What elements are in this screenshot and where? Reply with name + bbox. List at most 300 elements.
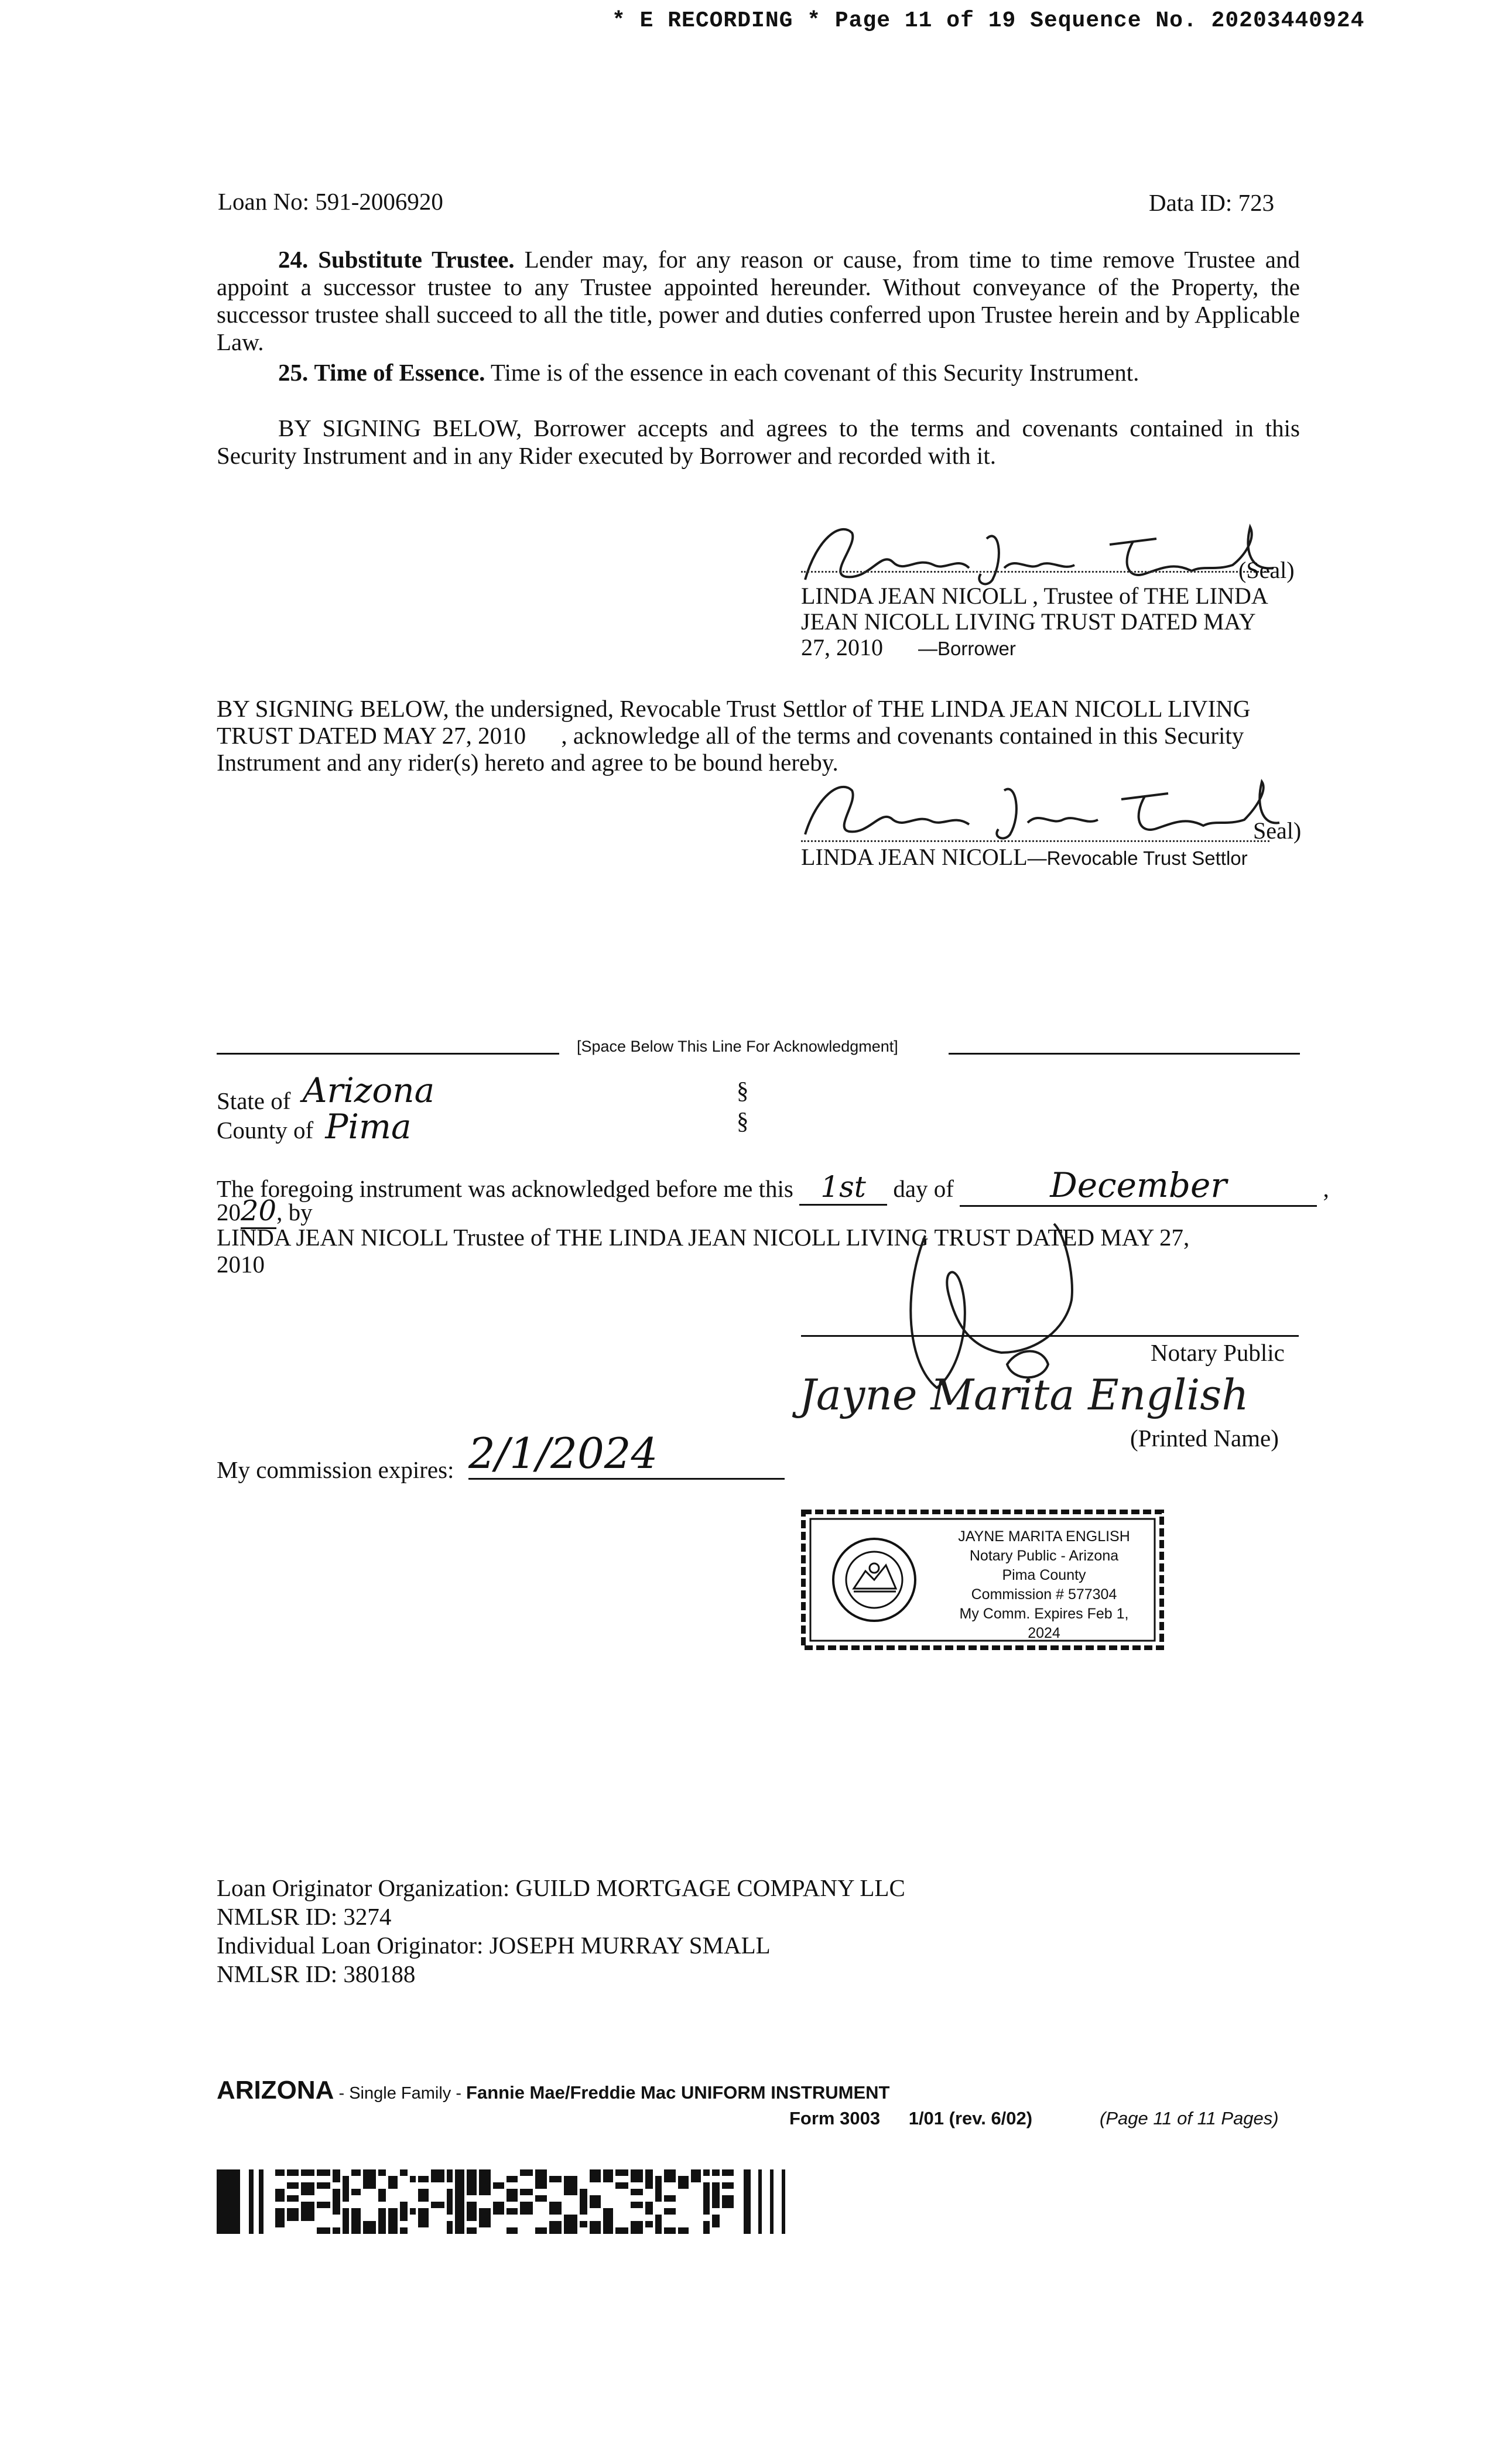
settlor-statement-line1: BY SIGNING BELOW, the undersigned, Revocable Trust Settlor of THE LINDA JEAN NICOLL LIVING xyxy=(217,695,1251,722)
barcode-bar xyxy=(712,2195,720,2202)
barcode-bar xyxy=(645,2182,653,2189)
barcode-bar xyxy=(378,2227,386,2234)
barcode-bar xyxy=(301,2202,314,2208)
barcode-bar xyxy=(388,2182,398,2189)
barcode-bar xyxy=(590,2169,601,2176)
barcode-bar xyxy=(535,2195,547,2202)
commission-label: My commission expires: xyxy=(217,1456,454,1483)
barcode-bar xyxy=(493,2182,504,2189)
barcode-bar xyxy=(770,2169,774,2234)
barcode-bar xyxy=(400,2202,408,2208)
barcode-bar xyxy=(479,2176,491,2182)
barcode-bar xyxy=(301,2208,314,2215)
stamp-title: Notary Public - Arizona xyxy=(969,1548,1119,1564)
barcode-bar xyxy=(603,2221,613,2227)
county-section-mark: § xyxy=(737,1107,749,1134)
barcode-bar xyxy=(631,2202,643,2208)
barcode-bar xyxy=(479,2221,491,2227)
barcode-bar xyxy=(580,2189,587,2195)
barcode-bar xyxy=(343,2176,349,2182)
ack-month-value: December xyxy=(960,1165,1317,1207)
notary-signature-line xyxy=(801,1335,1299,1337)
barcode-bar xyxy=(655,2176,662,2182)
barcode-bar xyxy=(455,2221,464,2227)
footer-form-desc-a: - Single Family - xyxy=(334,2084,467,2103)
borrower-name-line1: LINDA JEAN NICOLL , Trustee of THE LINDA xyxy=(801,583,1268,609)
recording-banner: * E RECORDING * Page 11 of 19 Sequence No. 20203440924 xyxy=(612,8,1365,33)
borrower-signature-line xyxy=(801,571,1269,573)
barcode-bar xyxy=(275,2215,285,2221)
barcode-bar xyxy=(378,2189,386,2195)
notary-stamp xyxy=(801,1510,1164,1650)
borrower-name-line2: JEAN NICOLL LIVING TRUST DATED MAY xyxy=(801,608,1256,635)
data-id-value: 723 xyxy=(1238,189,1275,216)
barcode-bar xyxy=(351,2227,361,2234)
barcode-bar xyxy=(351,2208,361,2215)
barcode-bar xyxy=(678,2176,689,2182)
ack-trustee-line2: 2010 xyxy=(217,1251,265,1278)
barcode-bar xyxy=(343,2208,349,2215)
nmlsr1-row xyxy=(217,1902,905,1931)
barcode-bar xyxy=(317,2169,330,2176)
barcode-bar xyxy=(467,2215,477,2221)
barcode-bar xyxy=(603,2176,613,2182)
settlor-name: LINDA JEAN NICOLL xyxy=(801,844,1028,870)
barcode-bar xyxy=(343,2182,349,2189)
barcode-bar xyxy=(506,2189,518,2195)
ack-divider-left xyxy=(217,1053,559,1055)
barcode-bar xyxy=(363,2176,376,2182)
signing-statement: BY SIGNING BELOW, Borrower accepts and agrees to the terms and covenants contained in this Security Instrument and in any Rider executed by Borrower and recorded with it. xyxy=(217,415,1300,469)
barcode-bar xyxy=(410,2208,416,2215)
barcode-bar xyxy=(580,2195,587,2202)
barcode-bar xyxy=(317,2182,330,2189)
footer-form-desc-b: Fannie Mae/Freddie Mac UNIFORM INSTRUMENT xyxy=(466,2082,890,2103)
barcode-bar xyxy=(343,2189,349,2195)
barcode-bar xyxy=(400,2227,408,2234)
barcode-bar xyxy=(590,2195,601,2202)
ack-text-a: The foregoing instrument was acknowledged before me this xyxy=(217,1175,793,1202)
barcode-bar xyxy=(564,2182,577,2189)
barcode-bar xyxy=(615,2227,628,2234)
barcode-bar xyxy=(580,2202,587,2208)
barcode-bar xyxy=(431,2202,444,2208)
commission-value: 2/1/2024 xyxy=(468,1429,785,1480)
barcode-bar xyxy=(287,2182,299,2189)
barcode-bar xyxy=(287,2195,299,2202)
barcode-bar xyxy=(655,2227,662,2234)
barcode-bar xyxy=(645,2202,653,2208)
barcode-bar xyxy=(664,2227,676,2234)
ack-divider-label: [Space Below This Line For Acknowledgment] xyxy=(577,1038,898,1055)
barcode-bar xyxy=(691,2169,701,2176)
barcode-bar xyxy=(410,2176,416,2182)
barcode-bar xyxy=(549,2202,562,2208)
barcode-bar xyxy=(678,2227,689,2234)
barcode-bar xyxy=(447,2189,453,2195)
barcode-bar xyxy=(535,2227,547,2234)
barcode-bar xyxy=(590,2202,601,2208)
nmlsr2-value: 380188 xyxy=(343,1960,416,1987)
barcode-bar xyxy=(249,2169,254,2234)
borrower-name-block xyxy=(801,583,1268,662)
barcode-bar xyxy=(333,2176,340,2182)
barcode-bar xyxy=(343,2195,349,2202)
barcode-bar xyxy=(455,2189,464,2195)
barcode-bar xyxy=(333,2202,340,2208)
barcode-bar xyxy=(455,2182,464,2189)
footer-form-no: Form 3003 xyxy=(789,2108,881,2128)
barcode-bar xyxy=(631,2169,643,2176)
barcode-bar xyxy=(479,2208,491,2215)
barcode-bar xyxy=(645,2176,653,2182)
barcode-bar xyxy=(378,2215,386,2221)
barcode-bar xyxy=(455,2176,464,2182)
barcode-bar xyxy=(479,2169,491,2176)
barcode-bar xyxy=(447,2202,453,2208)
settlor-statement-line2-rest: , acknowledge all of the terms and covenants contained in this Security xyxy=(561,722,1244,749)
barcode-bar xyxy=(455,2215,464,2221)
commission-row xyxy=(217,1456,454,1484)
barcode-bar xyxy=(363,2169,376,2176)
settlor-name-row xyxy=(801,843,1248,871)
footer-state: ARIZONA xyxy=(217,2076,334,2104)
barcode-bar xyxy=(782,2169,785,2234)
barcode-bar xyxy=(388,2227,398,2234)
barcode-bar xyxy=(418,2195,429,2202)
barcode-bar xyxy=(549,2176,562,2182)
barcode-bar xyxy=(655,2189,662,2195)
barcode-bar xyxy=(378,2169,386,2176)
clause-24-number: 24. xyxy=(278,246,309,273)
notary-public-label: Notary Public xyxy=(1151,1339,1285,1366)
barcode-bar xyxy=(351,2189,361,2195)
barcode-bar xyxy=(712,2189,720,2195)
barcode-bar xyxy=(506,2208,518,2215)
barcode-bar xyxy=(301,2215,314,2221)
barcode-bar xyxy=(744,2169,751,2234)
barcode-bar xyxy=(564,2176,577,2182)
barcode-bar xyxy=(564,2215,577,2221)
barcode-bar xyxy=(467,2182,477,2189)
individual-originator-row xyxy=(217,1931,905,1960)
barcode-bar xyxy=(431,2176,444,2182)
barcode-bar xyxy=(645,2221,653,2227)
ack-day-value: 1st xyxy=(799,1170,887,1206)
barcode-bar xyxy=(447,2169,453,2176)
barcode-bar xyxy=(712,2182,720,2189)
barcode-bar xyxy=(535,2176,547,2182)
printed-name-value: Jayne Marita English xyxy=(799,1370,1249,1419)
data-id-label: Data ID: xyxy=(1149,189,1233,216)
barcode-bar xyxy=(275,2208,285,2215)
barcode-bar xyxy=(333,2195,340,2202)
barcode-bar xyxy=(603,2215,613,2221)
barcode-bar xyxy=(631,2189,643,2195)
borrower-signature-image xyxy=(793,515,1309,591)
county-row xyxy=(217,1107,412,1147)
barcode-bar xyxy=(615,2182,628,2189)
barcode-bar xyxy=(664,2195,676,2202)
barcode-bar xyxy=(467,2169,477,2176)
borrower-role: —Borrower xyxy=(918,638,1016,659)
footer-form-title xyxy=(217,2076,889,2105)
borrower-seal: (Seal) xyxy=(1238,557,1295,583)
barcode-bar xyxy=(351,2221,361,2227)
footer-form-number xyxy=(789,2108,1032,2129)
barcode-bar xyxy=(287,2169,299,2176)
settlor-signature-line xyxy=(801,840,1269,842)
barcode-bar xyxy=(758,2169,762,2234)
arizona-seal-icon xyxy=(830,1536,918,1624)
barcode-bar xyxy=(506,2195,518,2202)
ack-text-row: The foregoing instrument was acknowledged before me this 1st day of December , xyxy=(217,1165,1329,1207)
ack-trustee-line: LINDA JEAN NICOLL Trustee of THE LINDA JEAN NICOLL LIVING TRUST DATED MAY 27, xyxy=(217,1224,1190,1251)
barcode-bar xyxy=(479,2189,491,2195)
barcode-bar xyxy=(363,2227,376,2234)
barcode-bar xyxy=(259,2169,263,2234)
settlor-seal: Seal) xyxy=(1253,817,1302,844)
barcode-bar xyxy=(712,2169,720,2176)
barcode-bar xyxy=(712,2221,720,2227)
loan-no-value: 591-2006920 xyxy=(315,188,443,215)
barcode-bar xyxy=(343,2215,349,2221)
barcode-bar xyxy=(317,2227,330,2234)
barcode-bar xyxy=(712,2202,720,2208)
barcode-bar xyxy=(217,2169,240,2234)
barcode-bar xyxy=(631,2221,643,2227)
barcode-bar xyxy=(691,2176,701,2182)
barcode-bar xyxy=(418,2215,429,2221)
barcode-bar xyxy=(301,2189,314,2195)
barcode-bar xyxy=(506,2176,518,2182)
barcode-bar xyxy=(703,2182,710,2189)
barcode-bar xyxy=(431,2169,444,2176)
settlor-statement-line3: Instrument and any rider(s) hereto and agree to be bound hereby. xyxy=(217,749,839,776)
state-label: State of xyxy=(217,1087,291,1114)
barcode-bar xyxy=(388,2176,398,2182)
barcode-bar xyxy=(631,2176,643,2182)
barcode-bar xyxy=(479,2215,491,2221)
originator-org-row xyxy=(217,1874,905,1902)
barcode-bar xyxy=(467,2189,477,2195)
clause-25-number: 25. xyxy=(278,359,309,386)
barcode-bar xyxy=(275,2189,285,2195)
barcode-bar xyxy=(664,2169,676,2176)
clause-25-title: Time of Essence. xyxy=(314,359,485,386)
originator-org-value: GUILD MORTGAGE COMPANY LLC xyxy=(515,1874,905,1901)
barcode-bar xyxy=(664,2176,676,2182)
borrower-name-line3-row xyxy=(801,635,1268,662)
barcode-bar xyxy=(590,2176,601,2182)
barcode-bar xyxy=(603,2169,613,2176)
stamp-county: Pima County xyxy=(1002,1567,1086,1583)
footer-page-info: (Page 11 of 11 Pages) xyxy=(1100,2108,1279,2128)
barcode-bar xyxy=(447,2227,453,2234)
ack-divider-right xyxy=(949,1053,1300,1055)
barcode-bar xyxy=(455,2195,464,2202)
barcode-bar xyxy=(645,2169,653,2176)
barcode-bar xyxy=(664,2208,676,2215)
barcode-bar xyxy=(722,2202,734,2208)
barcode-bar xyxy=(378,2208,386,2215)
barcode-bar xyxy=(631,2227,643,2234)
barcode-bar xyxy=(400,2169,408,2176)
barcode-bar xyxy=(400,2215,408,2221)
ack-year-prefix: 20 xyxy=(217,1199,241,1226)
barcode-bar xyxy=(388,2208,398,2215)
barcode-bar xyxy=(655,2215,662,2221)
barcode-bar xyxy=(301,2182,314,2189)
barcode-bar xyxy=(275,2221,285,2227)
barcode-bar xyxy=(703,2227,710,2234)
barcode-bar xyxy=(363,2182,376,2189)
ack-year-row xyxy=(217,1195,313,1227)
barcode-bar xyxy=(418,2189,429,2195)
barcode-bar xyxy=(703,2195,710,2202)
barcode-bar xyxy=(493,2208,504,2215)
individual-originator-value: JOSEPH MURRAY SMALL xyxy=(489,1932,771,1959)
barcode-bar xyxy=(590,2227,601,2234)
stamp-expires: My Comm. Expires Feb 1, 2024 xyxy=(959,1606,1129,1641)
stamp-commission: Commission # 577304 xyxy=(971,1586,1117,1603)
county-label: County of xyxy=(217,1117,314,1144)
barcode-bar xyxy=(467,2176,477,2182)
barcode-bar xyxy=(400,2208,408,2215)
barcode-bar xyxy=(455,2208,464,2215)
barcode-bar xyxy=(343,2221,349,2227)
footer-form-date: 1/01 (rev. 6/02) xyxy=(908,2108,1033,2128)
barcode-bar xyxy=(275,2169,285,2176)
originator-block xyxy=(217,1874,905,1989)
nmlsr1-label: NMLSR ID: xyxy=(217,1903,338,1930)
barcode-bar xyxy=(580,2221,587,2227)
barcode-bar xyxy=(333,2189,340,2195)
barcode-bar xyxy=(447,2176,453,2182)
barcode-bar xyxy=(418,2208,429,2215)
settlor-statement-line2 xyxy=(217,722,1250,749)
barcode-bar xyxy=(703,2189,710,2195)
individual-originator-label: Individual Loan Originator: xyxy=(217,1932,484,1959)
state-value: Arizona xyxy=(302,1070,435,1110)
settlor-role: —Revocable Trust Settlor xyxy=(1027,847,1248,869)
settlor-statement-trust-date: TRUST DATED MAY 27, 2010 xyxy=(217,722,526,749)
barcode-bar xyxy=(703,2169,710,2176)
barcode-bar xyxy=(467,2208,477,2215)
barcode-bar xyxy=(388,2215,398,2221)
barcode-bar xyxy=(363,2221,376,2227)
clause-24-title: Substitute Trustee. xyxy=(318,246,515,273)
barcode-bar xyxy=(549,2221,562,2227)
barcode-bar xyxy=(467,2227,477,2234)
barcode-bar xyxy=(655,2195,662,2202)
barcode-bar xyxy=(343,2227,349,2234)
barcode-bar xyxy=(535,2182,547,2189)
notary-stamp-text xyxy=(942,1527,1147,1643)
barcode-bar xyxy=(447,2208,453,2215)
barcode-bar xyxy=(317,2202,330,2208)
barcode-bar xyxy=(703,2202,710,2208)
barcode-bar xyxy=(712,2215,720,2221)
barcode-bar xyxy=(564,2227,577,2234)
barcode-bar xyxy=(580,2208,587,2215)
barcode-bar xyxy=(564,2221,577,2227)
barcode-bar xyxy=(301,2169,314,2176)
barcode-bar xyxy=(615,2169,628,2176)
barcode-bar xyxy=(722,2182,734,2189)
barcode-bar xyxy=(722,2195,734,2202)
barcode-bar xyxy=(549,2208,562,2215)
barcode-bar xyxy=(287,2208,299,2215)
printed-name-label: (Printed Name) xyxy=(1130,1425,1279,1452)
stamp-name: JAYNE MARITA ENGLISH xyxy=(958,1528,1130,1545)
barcode-bar xyxy=(549,2227,562,2234)
borrower-name-line3: 27, 2010 xyxy=(801,634,883,661)
nmlsr2-row xyxy=(217,1960,905,1989)
barcode-bar xyxy=(703,2208,710,2215)
barcode-bar xyxy=(678,2182,689,2189)
barcode-bar xyxy=(333,2169,340,2176)
barcode-bar xyxy=(455,2227,464,2234)
barcode-bar xyxy=(520,2208,533,2215)
barcode-bar xyxy=(520,2169,533,2176)
clause-24-text: Lender may, for any reason or cause, from time to time remove Trustee and appoint a successor trustee to any Trustee appointed hereunder. Without conveyance of the Property, the successor trustee shall succeed to all the title, power and duties conferred upon Trustee herein and by Applicable Law. xyxy=(217,246,1300,355)
barcode-bar xyxy=(333,2208,340,2215)
ack-year-value: 20 xyxy=(241,1195,276,1229)
barcode-bar xyxy=(520,2189,533,2195)
barcode-bar xyxy=(275,2195,285,2202)
barcode-bar xyxy=(378,2195,386,2202)
barcode-bar xyxy=(493,2202,504,2208)
barcode-bar xyxy=(447,2221,453,2227)
state-section-mark: § xyxy=(737,1077,749,1104)
barcode-bar xyxy=(722,2169,734,2176)
barcode-bar xyxy=(479,2182,491,2189)
barcode-bar xyxy=(351,2169,361,2176)
barcode-bar xyxy=(455,2169,464,2176)
barcode-bar xyxy=(418,2221,429,2227)
barcode-bar xyxy=(418,2176,429,2182)
barcode-bar xyxy=(655,2182,662,2189)
barcode-bar xyxy=(378,2221,386,2227)
barcode-bar xyxy=(645,2208,653,2215)
barcode-bar xyxy=(388,2221,398,2227)
settlor-signature-image xyxy=(793,773,1309,843)
barcode-bar xyxy=(603,2208,613,2215)
nmlsr2-label: NMLSR ID: xyxy=(217,1960,338,1987)
document-barcode xyxy=(217,2169,796,2234)
barcode-bar xyxy=(520,2202,533,2208)
loan-no-label: Loan No: xyxy=(218,188,309,215)
barcode-bar xyxy=(287,2215,299,2221)
barcode-bar xyxy=(535,2169,547,2176)
ack-text-b: day of xyxy=(893,1175,954,1202)
originator-org-label: Loan Originator Organization: xyxy=(217,1874,510,1901)
barcode-bar xyxy=(467,2202,477,2208)
barcode-bar xyxy=(703,2221,710,2227)
settlor-statement xyxy=(217,695,1250,776)
clause-24 xyxy=(217,246,1300,356)
data-id-row xyxy=(1149,189,1274,217)
clause-25-text: Time is of the essence in each covenant of this Security Instrument. xyxy=(485,359,1139,386)
nmlsr1-value: 3274 xyxy=(343,1903,392,1930)
barcode-bar xyxy=(351,2215,361,2221)
barcode-bar xyxy=(590,2221,601,2227)
barcode-bar xyxy=(506,2227,518,2234)
clause-25 xyxy=(217,359,1300,386)
barcode-bar xyxy=(603,2227,613,2234)
loan-number-row xyxy=(218,187,443,215)
